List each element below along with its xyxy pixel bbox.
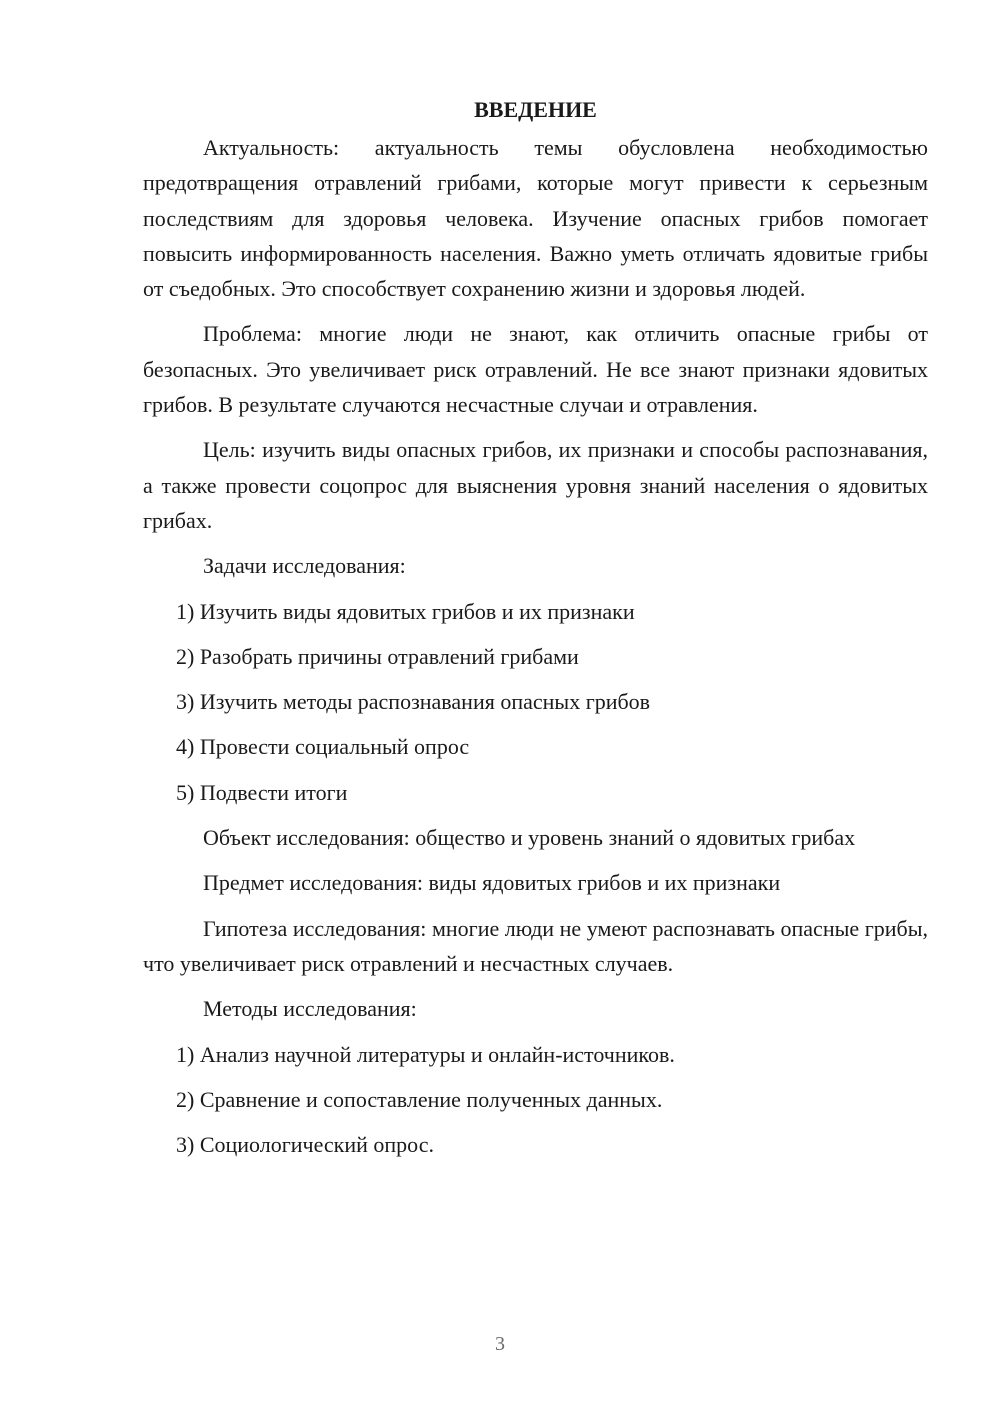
subject-paragraph: Предмет исследования: виды ядовитых грибов и их признаки — [203, 870, 781, 896]
section-heading: ВВЕДЕНИЕ — [474, 97, 597, 122]
goal-paragraph: Цель: изучить виды опасных грибов, их признаки и способы распознавания, а также провести соцопрос для выяснения уровня знаний населения о ядовитых грибах. — [143, 437, 928, 533]
methods-title: Методы исследования: — [203, 996, 417, 1022]
document-page — [143, 92, 928, 1172]
page-number: 3 — [495, 1333, 505, 1355]
tasks-title: Задачи исследования: — [203, 553, 406, 579]
hypothesis-paragraph: Гипотеза исследования: многие люди не умеют распознавать опасные грибы, что увеличивает риск отравлений и несчастных случаев. — [143, 915, 928, 976]
list-item: 2) Сравнение и сопоставление полученных данных. — [176, 1086, 663, 1112]
list-item: 1) Изучить виды ядовитых грибов и их признаки — [176, 598, 635, 624]
list-item: 4) Провести социальный опрос — [176, 734, 470, 760]
problem-paragraph: Проблема: многие люди не знают, как отличить опасные грибы от безопасных. Это увеличивает риск отравлений. Не все знают признаки ядовитых грибов. В результате случаются несчастные случаи и отравления. — [143, 321, 928, 418]
list-item: 2) Разобрать причины отравлений грибами — [176, 643, 579, 669]
list-item: 5) Подвести итоги — [176, 779, 348, 805]
actuality-paragraph: Актуальность: актуальность темы обусловлена необходимостью предотвращения отравлений грибами, которые могут привести к серьезным последствиям для здоровья человека. Изучение опасных грибов помогает повысить информированность населения. Важно уметь отличать ядовитые грибы от съедобных. Это способствует сохранению жизни и здоровья людей. — [143, 135, 928, 302]
object-paragraph: Объект исследования: общество и уровень знаний о ядовитых грибах — [203, 825, 856, 851]
list-item: 1) Анализ научной литературы и онлайн-источников. — [176, 1041, 675, 1067]
list-item: 3) Изучить методы распознавания опасных грибов — [176, 689, 651, 715]
list-item: 3) Социологический опрос. — [176, 1132, 434, 1158]
